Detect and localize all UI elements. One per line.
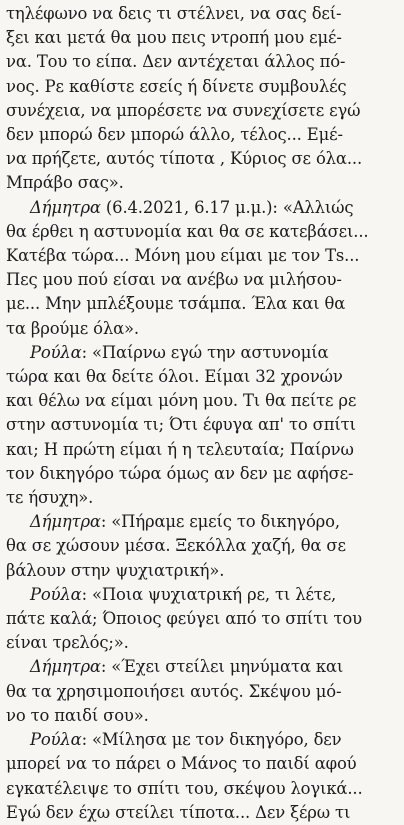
speaker-name: Ρούλα: [30, 584, 82, 604]
text-line: [6, 317, 398, 341]
text-line: [6, 26, 398, 50]
speaker-name: Δήμητρα: [30, 512, 101, 532]
line-text: είναι τρελός;».: [6, 633, 129, 653]
line-text: νο το παιδί σου».: [6, 705, 149, 725]
dialogue-line: [6, 510, 398, 534]
line-text: τώρα και θα δείτε όλοι. Είμαι 32 χρονών: [6, 367, 343, 387]
line-text: τα βρούμε όλα».: [6, 318, 139, 338]
text-line: [6, 389, 398, 413]
line-text: συνέχεια, να μπορέσετε να συνεχίσετε εγώ: [6, 100, 361, 120]
line-text: : «Πήραμε εμείς το δικηγόρο,: [100, 512, 340, 532]
line-text: νος. Ρε καθίστε εσείς ή δίνετε συμβουλές: [6, 76, 347, 96]
article-column: [6, 2, 398, 825]
text-line: [6, 2, 398, 26]
text-line: [6, 680, 398, 704]
line-text: στην αστυνομία τι; Ότι έφυγα απ' το σπίτι: [6, 415, 356, 435]
text-line: [6, 777, 398, 801]
line-text: βάλουν στην ψυχιατρική».: [6, 560, 225, 580]
speaker-name: Ρούλα: [30, 730, 82, 750]
line-text: τηλέφωνο να δεις τι στέλνει, να σας δεί-: [6, 4, 342, 23]
text-line: [6, 244, 398, 268]
line-text: Μπράβο σας».: [6, 173, 124, 193]
text-line: [6, 50, 398, 74]
speaker-name: Δήμητρα: [30, 657, 101, 677]
text-line: [6, 704, 398, 728]
line-text: (6.4.2021, 6.17 μ.μ.): «Αλλιώς: [100, 197, 354, 217]
line-text: : «Μίλησα με τον δικηγόρο, δεν: [81, 730, 342, 750]
text-line: [6, 801, 398, 825]
line-text: μπορεί να το πάρει ο Μάνος το παιδί αφού: [6, 754, 357, 774]
line-text: : «Ποια ψυχιατρική ρε, τι λέτε,: [81, 584, 337, 604]
dialogue-line: [6, 655, 398, 679]
text-line: [6, 631, 398, 655]
line-text: θα σε χώσουν μέσα. Ξεκόλλα χαζή, θα σε: [6, 536, 346, 556]
text-line: [6, 752, 398, 776]
line-text: και; Η πρώτη είμαι ή η τελευταία; Παίρνω: [6, 439, 354, 459]
text-line: [6, 486, 398, 510]
line-text: Κατέβα τώρα... Μόνη μου είμαι με τον Τs...: [6, 246, 360, 266]
line-text: τον δικηγόρο τώρα όμως αν δεν με αφήσε-: [6, 463, 354, 483]
text-line: [6, 462, 398, 486]
text-line: [6, 438, 398, 462]
line-text: Πες μου πού είσαι να ανέβω να μιλήσου-: [6, 270, 342, 290]
text-line: [6, 75, 398, 99]
line-text: με... Μην μπλέξουμε τσάμπα. Έλα και θα: [6, 294, 346, 314]
text-line: [6, 534, 398, 558]
line-text: εγκατέλειψε το σπίτι του, σκέψου λογικά...: [6, 778, 363, 798]
text-line: [6, 220, 398, 244]
text-line: [6, 292, 398, 316]
text-line: [6, 123, 398, 147]
text-line: [6, 147, 398, 171]
text-line: [6, 413, 398, 437]
line-text: τε ήσυχη».: [6, 488, 94, 508]
line-text: Εγώ δεν έχω στείλει τίποτα... Δεν ξέρω τι: [6, 802, 351, 822]
line-text: δεν μπορώ δεν μπορώ άλλο, τέλος... Εμέ-: [6, 125, 343, 145]
line-text: : «Έχει στείλει μηνύματα και: [100, 657, 344, 677]
line-text: : «Παίρνω εγώ την αστυνομία: [81, 342, 329, 362]
speaker-name: Δήμητρα: [30, 197, 101, 217]
dialogue-line: [6, 341, 398, 365]
text-line: [6, 268, 398, 292]
text-line: [6, 365, 398, 389]
line-text: πάτε καλά; Όποιος φεύγει από το σπίτι του: [6, 609, 362, 629]
line-text: να. Του το είπα. Δεν αντέχεται άλλος πό-: [6, 52, 346, 72]
line-text: και θέλω να είμαι μόνη μου. Τι θα πείτε ρε: [6, 391, 357, 411]
line-text: θα έρθει η αστυνομία και θα σε κατεβάσει...: [6, 221, 369, 241]
line-text: ξει και μετά θα μου πεις ντροπή μου εμέ-: [6, 28, 342, 48]
line-text: θα τα χρησιμοποιήσει αυτός. Σκέψου μό-: [6, 681, 342, 701]
text-line: [6, 607, 398, 631]
text-line: [6, 171, 398, 195]
line-text: να πρήζετε, αυτός τίποτα , Κύριος σε όλα...: [6, 149, 363, 169]
dialogue-line: [6, 583, 398, 607]
text-line: [6, 559, 398, 583]
dialogue-line: [6, 728, 398, 752]
text-line: [6, 99, 398, 123]
speaker-name: Ρούλα: [30, 342, 82, 362]
dialogue-line: [6, 196, 398, 220]
